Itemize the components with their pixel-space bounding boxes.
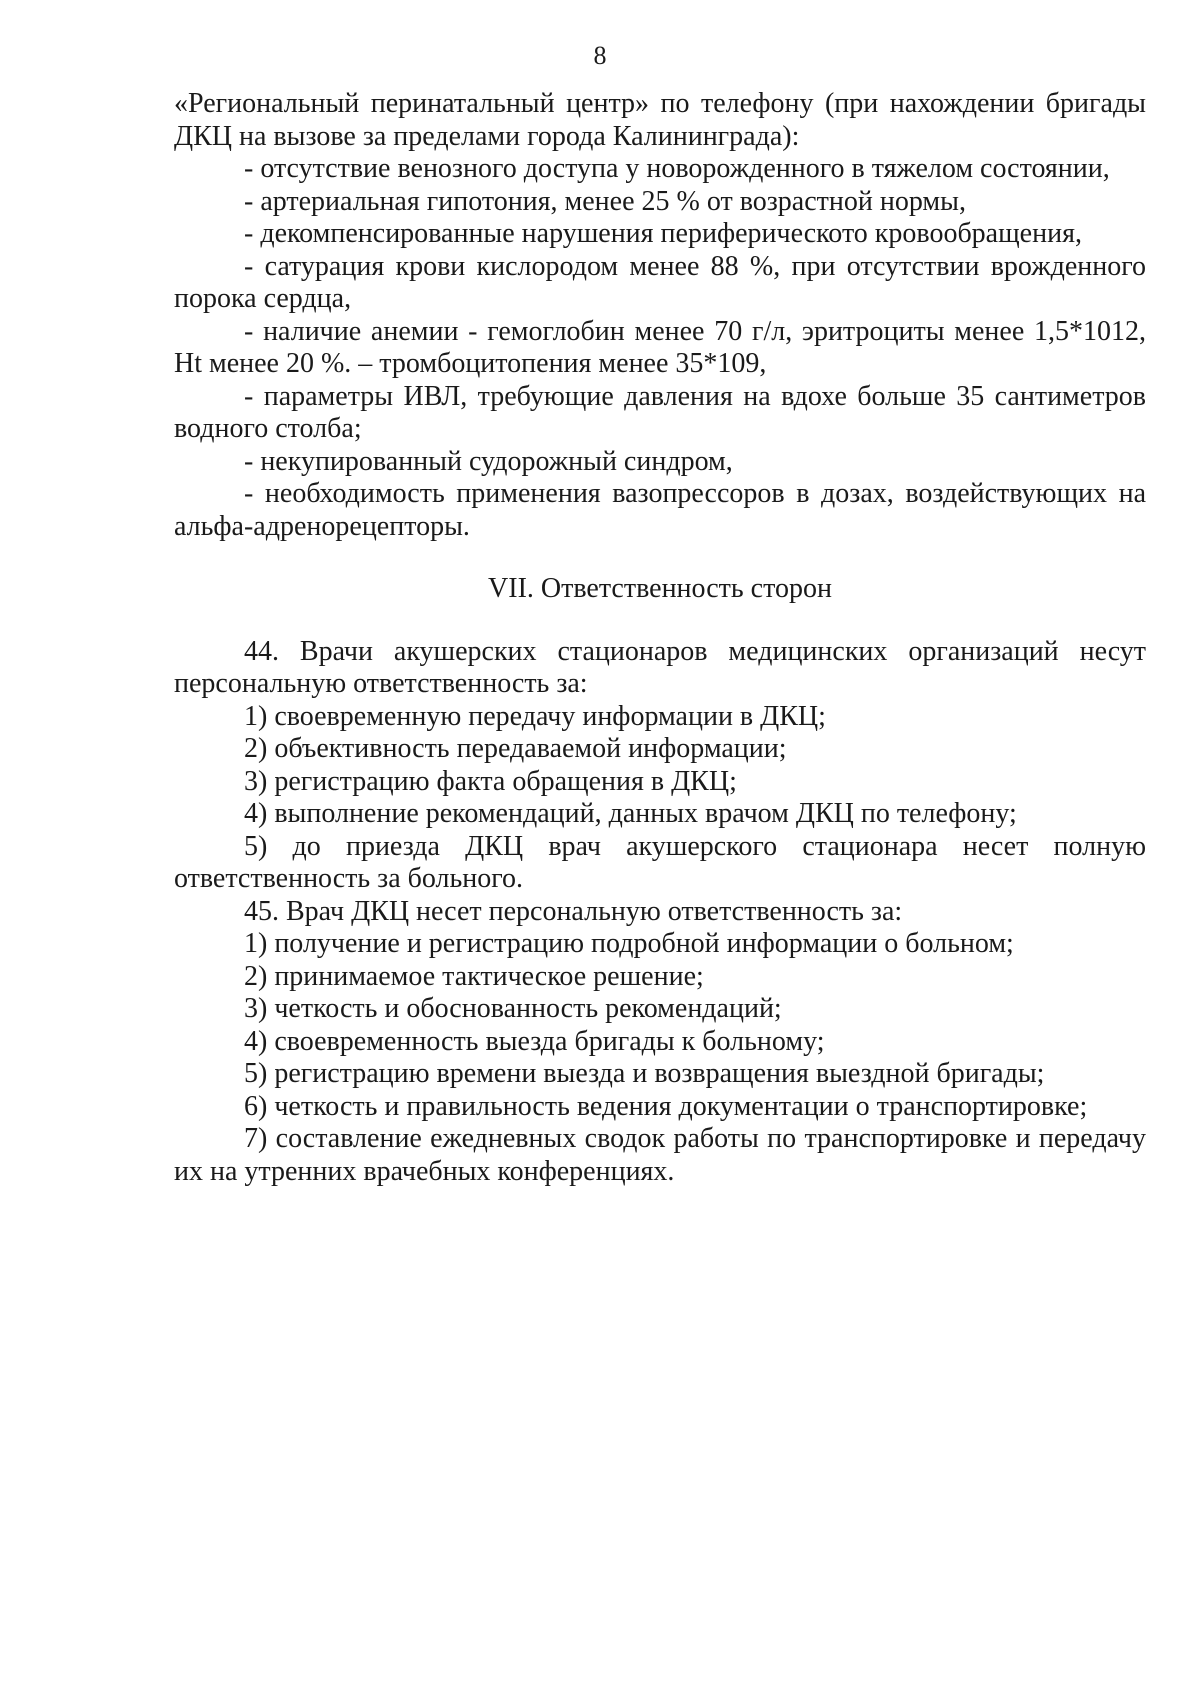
criteria-item: - артериальная гипотония, менее 25 % от возрастной нормы, <box>244 185 966 217</box>
clause-44-item: 3) регистрацию факта обращения в ДКЦ; <box>244 765 737 797</box>
criteria-item: - декомпенсированные нарушения периферическото кровообращения, <box>244 218 1082 249</box>
clause-45-item: 7) составление ежедневных сводок работы по транспортировке и передачу их на утренних врачебных конференциях. <box>174 1123 1146 1187</box>
criteria-item: - параметры ИВЛ, требующие давления на вдохе больше 35 сантиметров водного столба; <box>174 380 1146 444</box>
clause-45-item: 5) регистрацию времени выезда и возвращения выездной бригады; <box>244 1058 1045 1089</box>
clause-44-item: 4) выполнение рекомендаций, данных врачом ДКЦ по телефону; <box>244 798 1017 829</box>
clause-45-item: 1) получение и регистрацию подробной информации о больном; <box>244 928 1014 959</box>
criteria-item: - наличие анемии - гемоглобин менее 70 г/л, эритроциты менее 1,5*1012, Ht менее 20 %. – тромбоцитопения менее 35*109, <box>174 315 1146 379</box>
criteria-item: - некупированный судорожный синдром, <box>244 445 733 477</box>
section-title: VII. Ответственность сторон <box>488 573 832 604</box>
criteria-item: - отсутствие венозного доступа у новорожденного в тяжелом состоянии, <box>244 153 1110 184</box>
clause-44-item: 5) до приезда ДКЦ врач акушерского стационара несет полную ответственность за больного. <box>174 830 1146 894</box>
intro-paragraph: «Региональный перинатальный центр» по телефону (при нахождении бригады ДКЦ на вызове за пределами города Калининграда): <box>174 88 1146 152</box>
clause-44-item: 2) объективность передаваемой информации; <box>244 733 787 764</box>
clause-44-text: 44. Врачи акушерских стационаров медицинских организаций несут персональную ответственность за: <box>174 635 1146 699</box>
clause-45-text: 45. Врач ДКЦ несет персональную ответственность за: <box>244 895 903 927</box>
clause-45-item: 2) принимаемое тактическое решение; <box>244 960 704 992</box>
criteria-item: - сатурация крови кислородом менее 88 %, при отсутствии врожденного порока сердца, <box>174 250 1146 314</box>
clause-45-item: 4) своевременность выезда бригады к больному; <box>244 1025 825 1057</box>
criteria-item: - необходимость применения вазопрессоров в дозах, воздействующих на альфа-адренорецепторы. <box>174 478 1146 542</box>
clause-44-item: 1) своевременную передачу информации в ДКЦ; <box>244 700 826 732</box>
clause-45-item: 6) четкость и правильность ведения документации о транспортировке; <box>244 1090 1088 1122</box>
document-body <box>174 88 1146 1188</box>
clause-45-item: 3) четкость и обоснованность рекомендаций; <box>244 993 782 1024</box>
page-number: 8 <box>593 41 607 70</box>
